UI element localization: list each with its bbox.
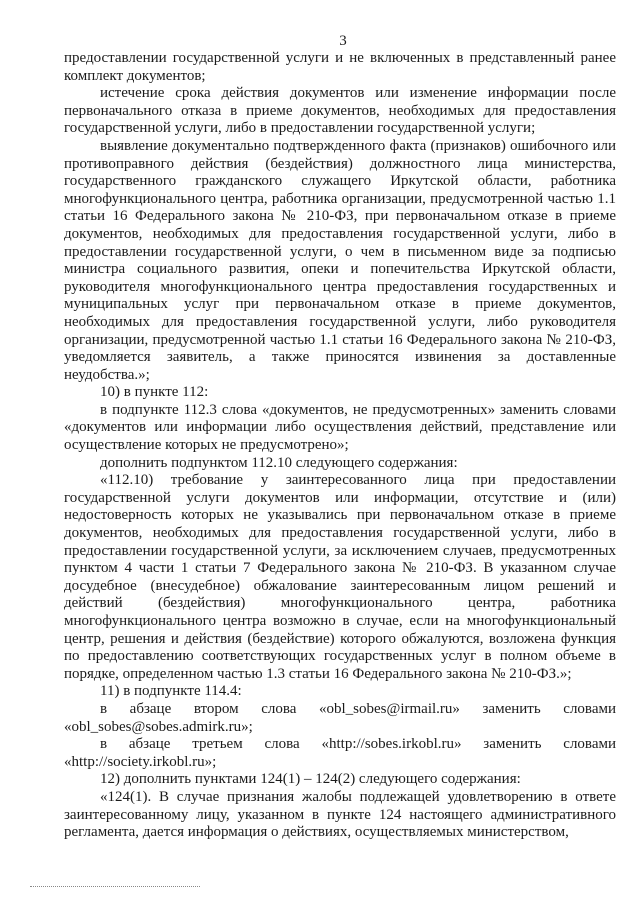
footer-rule bbox=[30, 886, 200, 887]
paragraph: в абзаце втором слова «obl_sobes@irmail.ru» заменить словами «obl_sobes@sobes.admirk.ru»; bbox=[64, 700, 616, 735]
page-number: 3 bbox=[339, 33, 347, 49]
paragraph: 12) дополнить пунктами 124(1) – 124(2) следующего содержания: bbox=[100, 771, 521, 788]
paragraph: предоставлении государственной услуги и не включенных в представленный ранее комплект документов; bbox=[64, 50, 616, 84]
paragraph: «112.10) требование у заинтересованного лица при предоставлении государственной услуги документов или информации, отсутствие и (или) недостоверность которых не указывались при первоначальном отказе в приеме документов, необходимых для предоставления государственной услуги, либо в предоставлении государственной услуги, за исключением случаев, предусмотренных пунктом 4 части 1 статьи 7 Федерального закона № 210-ФЗ. В указанном случае досудебное (внесудебное) обжалование заинтересованным лицом решений и действий (бездействия) многофункционального центра, работника многофункционального центра возможно в случае, если на многофункциональный центр, решения и действия (бездействие) которого обжалуются, возложена функция по предоставлению соответствующих государственных услуг в полном объеме в порядке, определенном частью 1.3 статьи 16 Федерального закона № 210-ФЗ.»; bbox=[64, 472, 616, 682]
paragraph: 11) в подпункте 114.4: bbox=[100, 683, 242, 700]
paragraph: дополнить подпунктом 112.10 следующего содержания: bbox=[100, 454, 458, 471]
paragraph: истечение срока действия документов или изменение информации после первоначального отказа в приеме документов, необходимых для предоставления государственной услуги, либо в предоставлении государственной услуги; bbox=[64, 85, 616, 137]
paragraph: выявление документально подтвержденного факта (признаков) ошибочного или противоправного действия (бездействия) должностного лица министерства, государственного гражданского служащего Иркутской области, работника многофункционального центра, работника организации, предусмотренной частью 1.1 статьи 16 Федерального закона № 210-ФЗ, при первоначальном отказе в приеме документов, необходимых для предоставления государственной услуги, либо в предоставлении государственной услуги, о чем в письменном виде за подписью министра социального развития, опеки и попечительства Иркутской области, руководителя многофункционального центра предоставления государственных и муниципальных услуг при первоначальном отказе в приеме документов, необходимых для предоставления государственной услуги, либо руководителя организации, предусмотренной частью 1.1 статьи 16 Федерального закона № 210-ФЗ, уведомляется заявитель, а также приносятся извинения за доставленные неудобства.»; bbox=[64, 137, 616, 383]
paragraph: «124(1). В случае признания жалобы подлежащей удовлетворению в ответе заинтересованному лицу, указанном в пункте 124 настоящего административного регламента, дается информация о действиях, осуществляемых министерством, bbox=[64, 788, 616, 841]
document-body bbox=[64, 50, 616, 842]
paragraph: 10) в пункте 112: bbox=[100, 384, 209, 401]
paragraph: в подпункте 112.3 слова «документов, не предусмотренных» заменить словами «документов или информации либо осуществления действий, представление или осуществление которых не предусмотрено»; bbox=[64, 401, 616, 454]
paragraph: в абзаце третьем слова «http://sobes.irkobl.ru» заменить словами «http://society.irkobl.ru»; bbox=[64, 736, 616, 770]
